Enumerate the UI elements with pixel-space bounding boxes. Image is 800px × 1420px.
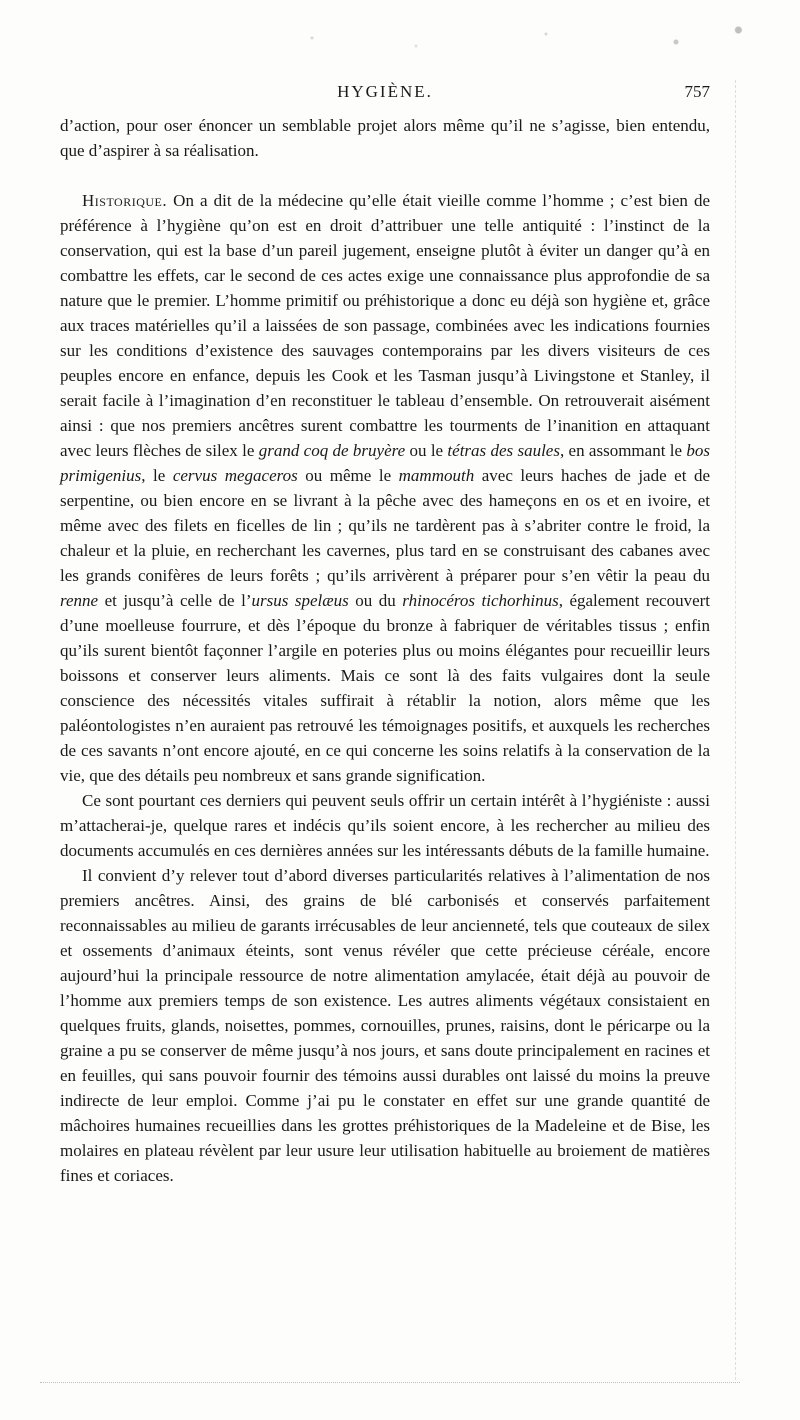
text-run: ou le xyxy=(405,441,448,460)
text-run: , également recouvert d’une moelleuse fourrure, et dès l’époque du bronze à fabriquer de véritables tissus ; enfin qu’ils surent bientôt façonner l’argile en poteries plus ou moins élégantes pour recueillir leurs boissons et conserver leurs aliments. Mais ce sont là des faits vulgaires dont la seule conscience des nécessités vitales suffirait à rétablir la notion, alors même que les paléontologistes n’en auraient pas retrouvé les témoignages positifs, et auxquels les recherches de ces savants n’ont encore ajouté, en ce qui concerne les soins relatifs à la conservation de la vie, que des détails peu nombreux et sans grande signification. xyxy=(60,591,711,785)
paragraph: Il convient d’y relever tout d’abord diverses particularités relatives à l’alimentation de nos premiers ancêtres. Ainsi, des grains de blé carbonisés et conservés parfaitement reconnaissables au milieu de garants irrécusables de leur ancienneté, tels que couteaux de silex et ossements d’animaux éteints, sont venus révéler que cette précieuse céréale, encore aujourd’hui la principale ressource de notre alimentation amylacée, était déjà au pouvoir de l’homme aux premiers temps de son existence. Les autres aliments végétaux consistaient en quelques fruits, glands, noisettes, pommes, cornouilles, prunes, raisins, dont le péricarpe ou la graine a pu se conserver de même jusqu’à nos jours, et sans doute principalement en racines et en feuilles, qui sans pouvoir fournir des témoins aussi durables ont laissé du moins la preuve indirecte de leur emploi. Comme j’ai pu le constater en effet sur une grande quantité de mâchoires humaines recueillies dans les grottes préhistoriques de la Madeleine et de Bise, les molaires en plateau révèlent par leur usure leur utilisation habituelle au broiement de matières fines et coriaces. xyxy=(60,866,710,1185)
italic-term: renne xyxy=(60,591,99,610)
body-text xyxy=(60,113,710,1188)
text-run: ou du xyxy=(348,591,403,610)
text-run: On a dit de la médecine qu’elle était vieille comme l’homme ; c’est bien de préférence à l’hygiène qu’on est en droit d’attribuer une telle antiquité : l’instinct de la conservation, qui est la base d’un pareil jugement, enseigne plutôt à éviter un danger qu’à en combattre les effets, car le second de ces actes exige une connaissance plus approfondie de sa nature que le premier. L’homme primitif ou préhistorique a donc eu déjà son hygiène et, grâce aux traces matérielles qu’il a laissées de son passage, combinées avec les indications fournies sur les conditions d’existence des sauvages contemporains par les divers visiteurs de ces peuples encore en enfance, depuis les Cook et les Tasman jusqu’à Livingstone et Stanley, il serait facile à l’imagination d’en reconstituer le tableau d’ensemble. On retrouverait aisément ainsi : que nos premiers ancêtres surent combattre les tourments de l’inanition en attaquant avec leurs flèches de silex le xyxy=(60,191,710,460)
italic-term: cervus megaceros xyxy=(172,466,298,485)
page-number: 757 xyxy=(684,82,710,101)
paragraph-historique xyxy=(60,188,710,788)
paragraph: d’action, pour oser énoncer un semblable projet alors même qu’il ne s’agisse, bien entendu, que d’aspirer à sa réalisation. xyxy=(60,116,710,160)
italic-term: grand coq de bruyère xyxy=(258,441,406,460)
text-run: et jusqu’à celle de l’ xyxy=(98,591,252,610)
text-run: , le xyxy=(141,466,173,485)
scan-noise xyxy=(260,22,780,62)
text-run: avec leurs haches de jade et de serpentine, ou bien encore en se livrant à la pêche avec des hameçons en os et en ivoire, et même avec des filets en ficelles de lin ; qu’ils ne tardèrent pas à s’abriter contre le froid, la chaleur et la pluie, en recherchant les cavernes, plus tard en se construisant des cabanes avec les grands conifères de leurs forêts ; qu’ils arrivèrent à préparer pour s’en vêtir la peau du xyxy=(60,466,711,585)
italic-term: tétras des saules xyxy=(447,441,560,460)
scan-noise-bottom xyxy=(40,1382,740,1385)
italic-term: bos primigenius xyxy=(60,441,710,485)
page-header xyxy=(60,82,710,106)
page-edge xyxy=(735,80,776,1380)
italic-term: rhinocéros tichorhinus xyxy=(402,591,559,610)
section-heading: Historique. xyxy=(82,191,168,210)
text-run: ou même le xyxy=(297,466,399,485)
paragraph: Ce sont pourtant ces derniers qui peuvent seuls offrir un certain intérêt à l’hygiéniste : aussi m’attacherai-je, quelque rares et indécis qu’ils soient encore, à les rechercher au milieu des documents accumulés en ces dernières années sur les intéressants débuts de la famille humaine. xyxy=(60,791,710,860)
running-head: HYGIÈNE. xyxy=(337,82,433,101)
italic-term: ursus spelæus xyxy=(251,591,349,610)
text-run: , en assommant le xyxy=(559,441,687,460)
italic-term: mammouth xyxy=(398,466,475,485)
